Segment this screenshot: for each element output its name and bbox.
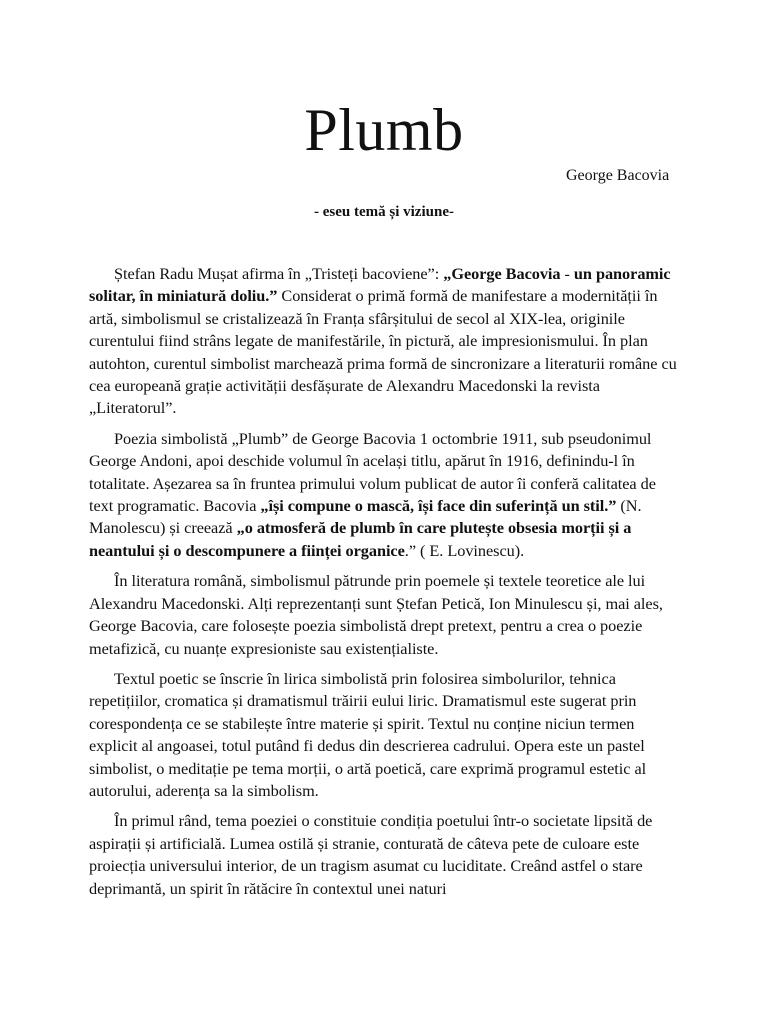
paragraph-4 <box>89 668 683 802</box>
text-run: (N. Manolescu) și creează <box>89 496 642 538</box>
text-run: .” ( E. Lovinescu). <box>404 540 525 560</box>
author-name: George Bacovia <box>566 167 670 184</box>
page-title: Plumb <box>304 97 464 163</box>
paragraph-5 <box>89 810 683 900</box>
paragraph-3 <box>89 570 683 660</box>
text-run: - <box>560 264 574 283</box>
bold-quote: un panoramic solitar, în miniatură doliu.” <box>89 264 671 306</box>
text-run: În literatura română, simbolismul pătrunde prin poemele și textele teoretice ale lui Alexandru Macedonski. Alți reprezentanți sunt Ștefan Petică, Ion Minulescu și, mai ales, George Bacovia, care folosește poezia simbolistă drept pretext, pentru a crea o poezie metafizică, cu nuanțe expresioniste sau existențialiste. <box>89 571 663 658</box>
bold-quote: „își compune o mască, își face din suferință un stil.” <box>260 496 617 516</box>
paragraph-1 <box>89 263 683 420</box>
paragraph-2 <box>89 428 683 562</box>
essay-subtitle: - eseu temă și viziune- <box>314 204 454 220</box>
text-run: Textul poetic se înscrie în lirica simbolistă prin folosirea simbolurilor, tehnica repetițiilor, cromatica și dramatismul trăirii eului liric. Dramatismul este sugerat prin corespondența ce se stabilește între materie și spirit. Textul nu conține niciun termen explicit al angoasei, totul putând fi dedus din descrierea cadrului. Opera este un pastel simbolist, o meditație pe tema morții, o artă poetică, care exprimă programul estetic al autorului, aderența sa la simbolism. <box>89 668 647 800</box>
text-run: Considerat o primă formă de manifestare a modernității în artă, simbolismul se cristalizează în Franța sfârșitului de secol al XIX-lea, originile curentului fiind strâns legate de manifestările, în pictură, ale impresionismului. În plan autohton, curentul simbolist marchează prima formă de sincronizare a literaturii române cu cea europeană grație activității desfășurate de Alexandru Macedonski la revista „Literatorul”. <box>89 286 677 418</box>
text-run: Poezia simbolistă „Plumb” de George Bacovia 1 octombrie 1911, sub pseudonimul George Andoni, apoi deschide volumul în același titlu, apărut în 1916, definindu-l în totalitate. Așezarea sa în fruntea primului volum publicat de autor îi conferă calitatea de text programatic. Bacovia <box>89 428 656 516</box>
bold-quote: „o atmosferă de plumb în care plutește obsesia morții și a neantului și o descompunere a ființei organice <box>89 518 632 560</box>
essay-body <box>89 263 683 908</box>
text-run: Ștefan Radu Mușat afirma în „Tristeți bacoviene”: <box>114 264 444 283</box>
text-run: În primul rând, tema poeziei o constituie condiția poetului într-o societate lipsită de aspirații și artificială. Lumea ostilă și stranie, conturată de câteva pete de culoare este proiecția universului interior, de un tragism asumat cu luciditate. Creând astfel o stare deprimantă, un spirit în rătăcire în contextul unei naturi <box>89 811 653 898</box>
bold-quote: „George Bacovia <box>443 264 561 283</box>
